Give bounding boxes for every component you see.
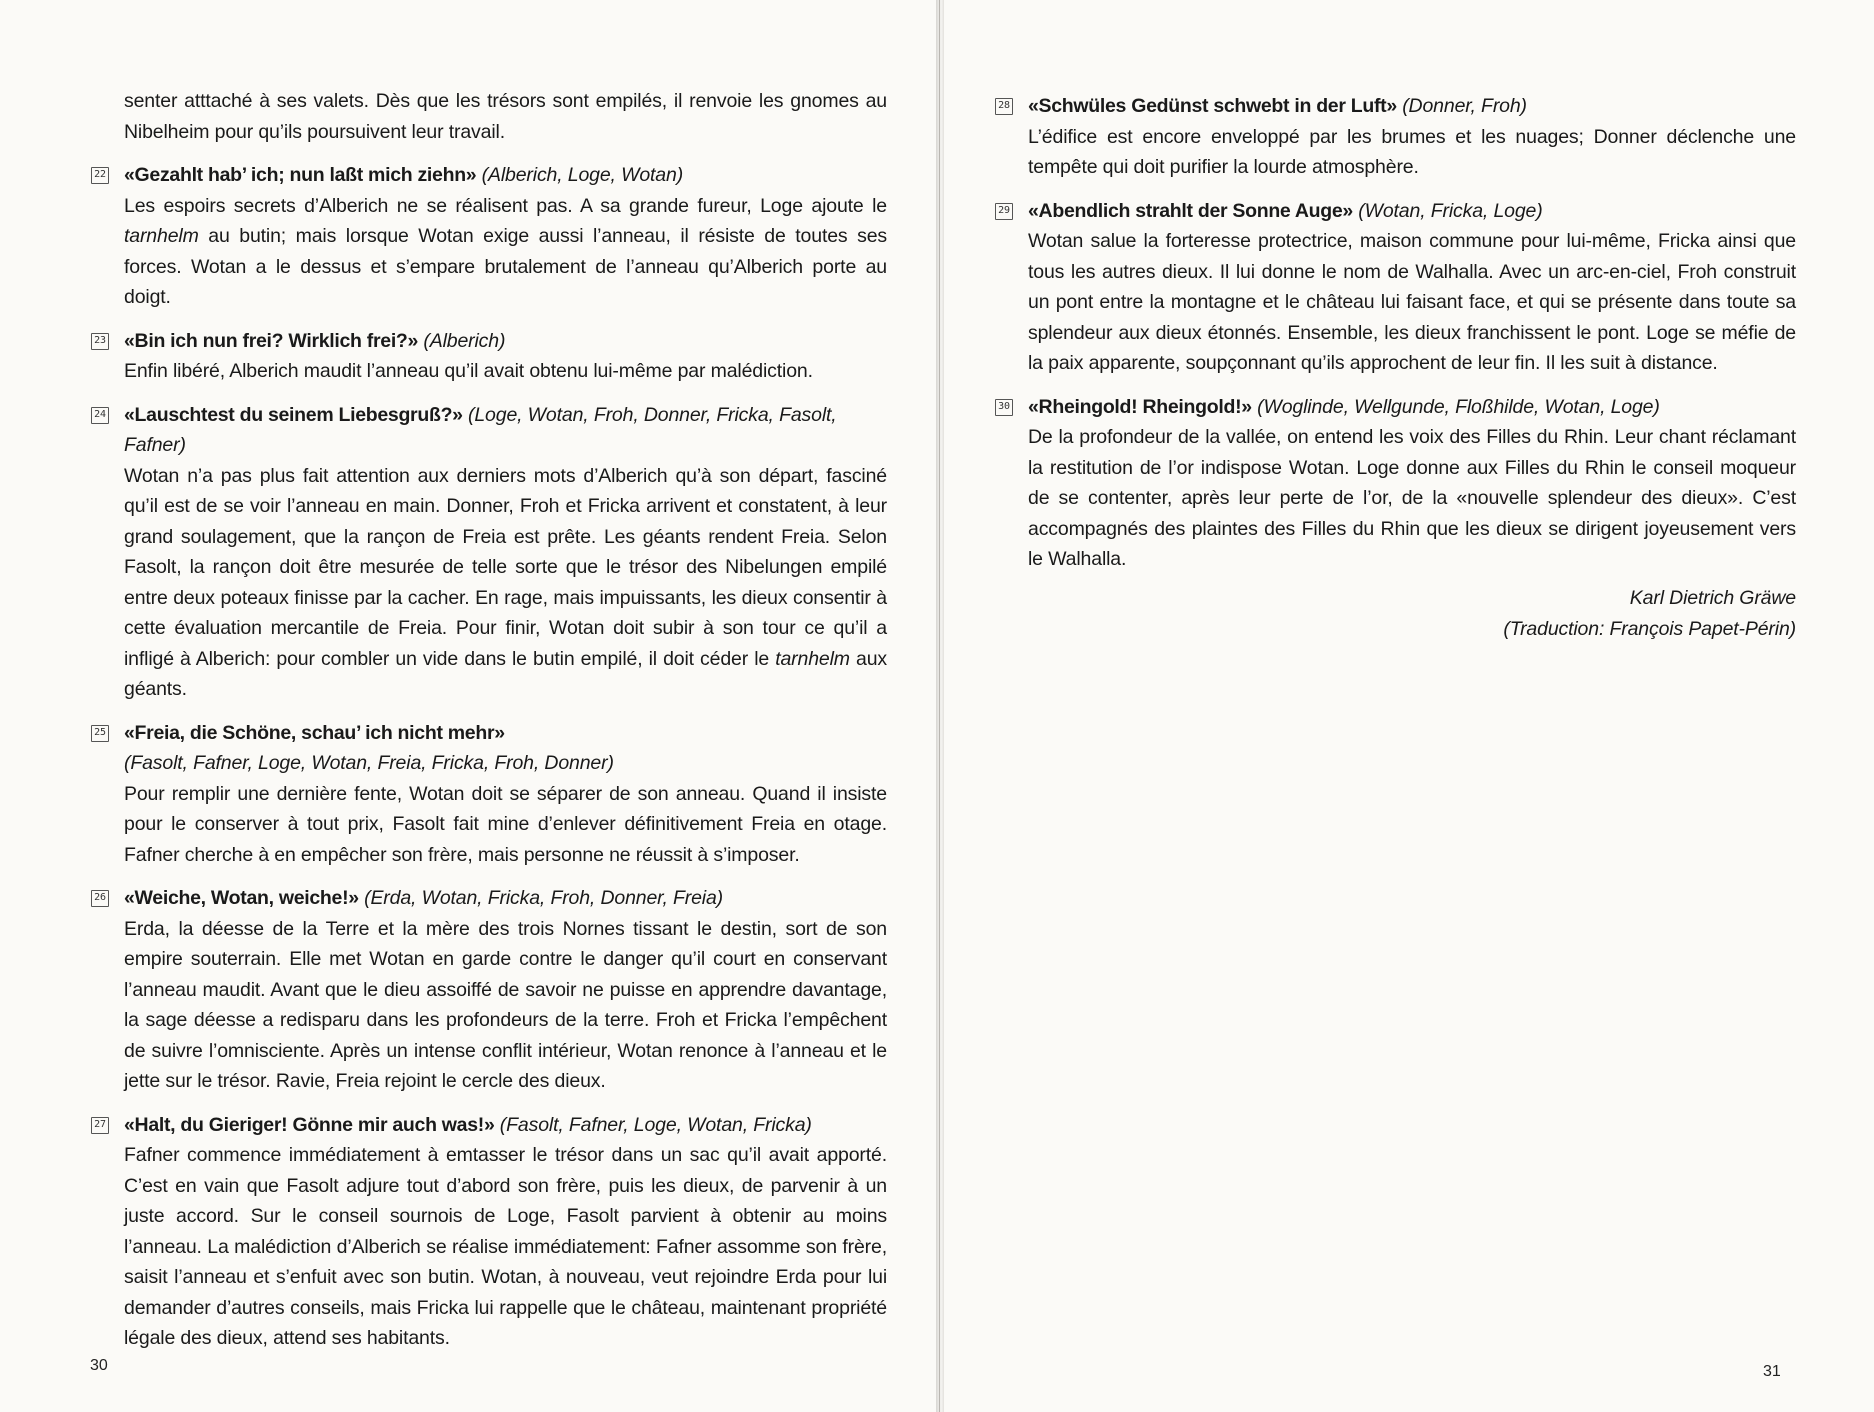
section-cast: (Loge, Wotan, Froh, Donner, Fricka, Fasolt, Fafner) [124, 403, 837, 456]
section-body: Erda, la déesse de la Terre et la mère des trois Nornes tissant le destin, sort de son empire souterrain. Elle met Wotan en garde contre le danger qu’il court en conservant l’anneau maudit. Avant que le dieu assoiffé de savoir ne puisse en apprendre davantage, la sage déesse a redisparu dans les profondeurs de la terre. Froh et Fricka l’empêchent de suivre l’omnisciente. Après un intense conflit intérieur, Wotan renonce à l’anneau et le jette sur le trésor. Ravie, Freia rejoint le cercle des dieux. [124, 917, 887, 1092]
book-gutter [936, 0, 944, 1412]
track-number-box: 29 [995, 203, 1013, 220]
track-number-box: 30 [995, 399, 1013, 416]
page-number-left: 30 [90, 1357, 108, 1374]
section-body [124, 191, 887, 313]
section-heading [124, 400, 887, 461]
section-heading [124, 1110, 887, 1141]
author-signature [1028, 583, 1796, 645]
author-name: Karl Dietrich Gräwe [1629, 586, 1796, 609]
body-text: Wotan n’a pas plus fait attention aux derniers mots d’Alberich qu’à son départ, fasciné qu’il est de se voir l’anneau en main. Donner, Froh et Fricka arrivent et constatent, à leur grand soulagement, que la rançon de Freia est prête. Les géants rendent Freia. Selon Fasolt, la rançon doit être mesurée de telle sorte que le trésor des Nibelungen empilé entre deux poteaux finisse par la cacher. En rage, mais impuissants, les dieux consentir à cette évaluation mercantile de Freia. Pour finir, Wotan doit subir à son tour ce qu’il a infligé à Alberich: pour combler un vide dans le butin empilé, il doit céder le [124, 464, 887, 670]
section-cast: (Alberich, Loge, Wotan) [481, 164, 684, 186]
section-title: «Gezahlt hab’ ich; nun laßt mich ziehn» [124, 164, 477, 186]
section-body: Fafner commence immédiatement à emtasser le trésor dans un sac qu’il avait apporté. C’est en vain que Fasolt adjure tout d’abord son frère, puis les dieux, de parvenir à un juste accord. Sur le conseil sournois de Loge, Fasolt parvient à obtenir au moins l’anneau. La malédiction d’Alberich se réalise immédiatement: Fafner assomme son frère, saisit l’anneau et s’enfuit avec son butin. Wotan, à nouveau, veut rejoindre Erda pour lui demander d’autres conseils, mais Fricka lui rappelle que le château, maintenant propriété légale des dieux, attend ses habitants. [124, 1144, 887, 1349]
section-cast: (Woglinde, Wellgunde, Floßhilde, Wotan, Loge) [1257, 395, 1660, 418]
intro-paragraph: senter atttaché à ses valets. Dès que les trésors sont empilés, il renvoie les gnomes au Nibelheim pour qu’ils poursuivent leur travail. [124, 90, 887, 143]
synopsis-section-29 [998, 196, 1796, 379]
section-heading [124, 718, 887, 749]
synopsis-section-27 [94, 1110, 887, 1354]
section-cast: (Wotan, Fricka, Loge) [1358, 199, 1543, 222]
body-text: aux géants. [124, 647, 887, 700]
section-title: «Schwüles Gedünst schwebt in der Luft» [1028, 95, 1397, 117]
section-title: «Weiche, Wotan, weiche!» [124, 887, 359, 909]
synopsis-section-22 [94, 160, 887, 313]
section-body: L’édifice est encore enveloppé par les brumes et les nuages; Donner déclenche une tempête qui doit purifier la lourde atmosphère. [1028, 125, 1796, 178]
section-body: De la profondeur de la vallée, on entend les voix des Filles du Rhin. Leur chant réclamant la restitution de l’or indispose Wotan. Loge donne aux Filles du Rhin le conseil moqueur de se contenter, après leur perte de l’or, de la «nouvelle splendeur des dieux». C’est accompagnés des plaintes des Filles du Rhin que les dieux se dirigent joyeusement vers le Walhalla. [1028, 426, 1796, 570]
track-number-box: 27 [91, 1117, 109, 1134]
section-title: «Freia, die Schöne, schau’ ich nicht mehr» [124, 721, 505, 744]
section-cast: (Alberich) [423, 329, 506, 352]
synopsis-section-24 [94, 400, 887, 705]
left-page [0, 0, 936, 1412]
section-heading [1028, 196, 1796, 227]
section-heading [1028, 392, 1796, 423]
section-heading [124, 326, 887, 357]
section-cast: (Fasolt, Fafner, Loge, Wotan, Freia, Fricka, Froh, Donner) [124, 752, 614, 774]
body-emphasis: tarnhelm [124, 225, 199, 247]
track-number-box: 22 [91, 167, 109, 184]
section-heading [1028, 91, 1796, 122]
section-cast: (Donner, Froh) [1402, 95, 1527, 117]
track-number-box: 28 [995, 98, 1013, 115]
track-number-box: 23 [91, 333, 109, 350]
section-body: Pour remplir une dernière fente, Wotan doit se séparer de son anneau. Quand il insiste pour le conserver à tout prix, Fasolt fait mine d’enlever définitivement Freia en otage. Fafner cherche à en empêcher son frère, mais personne ne réussit à s’imposer. [124, 782, 887, 866]
section-body: Enfin libéré, Alberich maudit l’anneau qu’il avait obtenu lui-même par malédiction. [124, 360, 813, 382]
section-cast: (Erda, Wotan, Fricka, Froh, Donner, Freia) [364, 887, 724, 909]
synopsis-section-23 [94, 326, 887, 387]
section-body [124, 461, 887, 705]
synopsis-section-26 [94, 883, 887, 1097]
section-cast: (Fasolt, Fafner, Loge, Wotan, Fricka) [499, 1113, 812, 1136]
section-title: «Rheingold! Rheingold!» [1028, 395, 1252, 418]
track-number-box: 26 [91, 890, 109, 907]
section-title: «Lauschtest du seinem Liebesgruß?» [124, 403, 463, 426]
body-emphasis: tarnhelm [775, 647, 850, 670]
section-title: «Abendlich strahlt der Sonne Auge» [1028, 199, 1353, 222]
translation-credit: (Traduction: François Papet-Périn) [1503, 617, 1796, 640]
right-text-column [998, 91, 1796, 645]
synopsis-section-28 [998, 91, 1796, 183]
section-title: «Bin ich nun frei? Wirklich frei?» [124, 329, 419, 352]
track-number-box: 25 [91, 725, 109, 742]
synopsis-section-25 [94, 718, 887, 871]
track-number-box: 24 [91, 407, 109, 424]
section-heading [124, 160, 887, 191]
section-heading [124, 883, 887, 914]
synopsis-section-30 [998, 392, 1796, 575]
section-title: «Halt, du Gieriger! Gönne mir auch was!» [124, 1113, 495, 1136]
left-text-column [94, 86, 887, 1354]
page-number-right: 31 [1763, 1363, 1781, 1380]
section-body: Wotan salue la forteresse protectrice, maison commune pour lui-même, Fricka ainsi que tous les autres dieux. Il lui donne le nom de Walhalla. Avec un arc-en-ciel, Froh construit un pont entre la montagne et le château lui faisant face, et qui se présente dans toute sa splendeur aux dieux étonnés. Ensemble, les dieux franchissent le pont. Loge se méfie de la paix apparente, soupçonnant qu’ils approchent de leur fin. Il les suit à distance. [1028, 230, 1796, 374]
body-text: au butin; mais lorsque Wotan exige aussi l’anneau, il résiste de toutes ses forces. Wotan a le dessus et s’empare brutalement de l’anneau qu’Alberich porte au doigt. [124, 225, 887, 308]
body-text: Les espoirs secrets d’Alberich ne se réalisent pas. A sa grande fureur, Loge ajoute le [124, 194, 887, 217]
